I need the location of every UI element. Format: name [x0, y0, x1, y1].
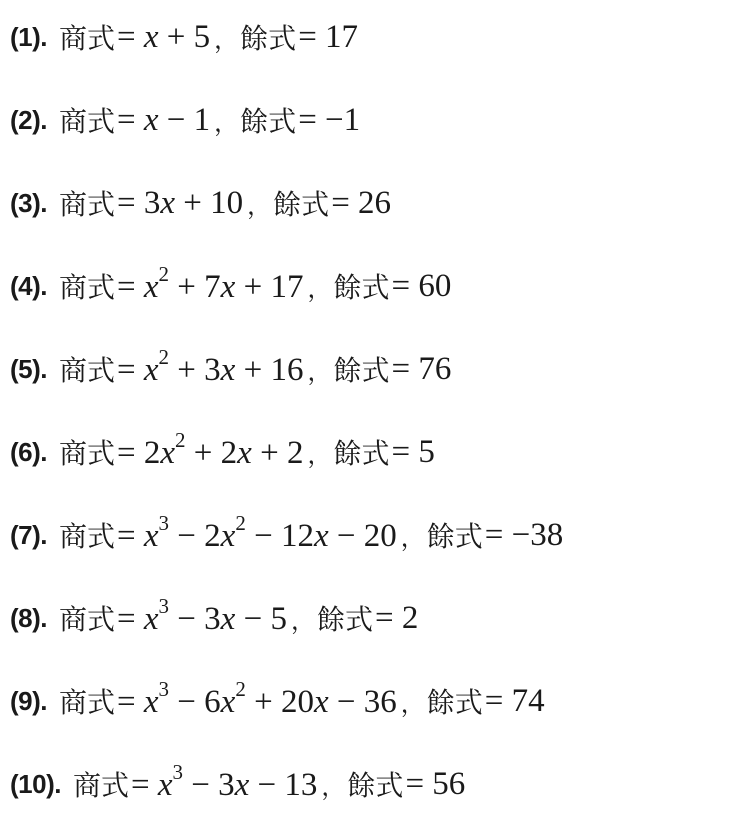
quotient-label: 商式 — [59, 354, 116, 387]
quotient-label: 商式 — [59, 437, 116, 470]
remainder-label: 餘式 — [347, 769, 404, 802]
variable-x: x — [313, 518, 329, 554]
variable-x: x — [160, 184, 176, 221]
variable-x: x — [143, 601, 159, 637]
separator: ， — [290, 606, 315, 635]
remainder-value: = 60 — [391, 267, 452, 304]
remainder-label: 餘式 — [426, 686, 483, 719]
answer-row — [10, 173, 393, 233]
variable-x: x — [313, 684, 329, 720]
variable-x: x — [220, 601, 236, 637]
answer-row — [10, 256, 453, 316]
problem-label: (5). — [10, 353, 47, 384]
problem-label: (3). — [10, 187, 47, 218]
remainder-label: 餘式 — [333, 354, 390, 387]
separator: ， — [307, 440, 332, 469]
separator: ， — [307, 357, 332, 386]
answer-row — [10, 505, 565, 565]
problem-label: (1). — [10, 21, 47, 52]
problem-label: (2). — [10, 104, 47, 135]
exponent: 3 — [158, 677, 170, 701]
remainder-value: = −1 — [298, 101, 361, 138]
problem-label: (10). — [10, 768, 61, 799]
separator: ， — [247, 191, 272, 220]
quotient-label: 商式 — [59, 188, 116, 221]
remainder-value: = 26 — [331, 184, 392, 221]
variable-x: x — [143, 518, 159, 554]
separator: ， — [214, 108, 239, 137]
exponent: 3 — [172, 760, 184, 784]
exponent: 2 — [158, 262, 170, 286]
separator: ， — [400, 523, 425, 552]
quotient-label: 商式 — [59, 520, 116, 553]
variable-x: x — [143, 269, 159, 305]
variable-x: x — [143, 101, 159, 138]
problem-label: (7). — [10, 519, 47, 550]
quotient-label: 商式 — [59, 105, 116, 138]
problem-label: (9). — [10, 685, 47, 716]
quotient-expression: = x − 1 — [117, 101, 211, 138]
remainder-value: = 74 — [484, 682, 545, 719]
answer-row — [10, 339, 453, 399]
variable-x: x — [143, 352, 159, 388]
answer-row — [10, 754, 467, 814]
answer-row — [10, 671, 547, 731]
problem-label: (4). — [10, 270, 47, 301]
separator: ， — [307, 274, 332, 303]
quotient-expression: = $x^3 - 3x - 5$ — [117, 594, 287, 637]
remainder-value: = 76 — [391, 350, 452, 387]
remainder-label: 餘式 — [333, 437, 390, 470]
variable-x: x — [220, 684, 236, 720]
variable-x: x — [220, 269, 236, 305]
quotient-label: 商式 — [59, 22, 116, 55]
variable-x: x — [237, 435, 252, 471]
remainder-label: 餘式 — [240, 105, 297, 138]
remainder-label: 餘式 — [426, 520, 483, 553]
remainder-label: 餘式 — [273, 188, 330, 221]
exponent: 2 — [175, 428, 186, 452]
remainder-label: 餘式 — [240, 22, 297, 55]
quotient-expression: = $2x^2 + 2x + 2$ — [117, 428, 304, 471]
quotient-expression: = $x^3 - 2x^2 - 12x - 20$ — [117, 511, 397, 554]
quotient-label: 商式 — [59, 686, 116, 719]
quotient-expression: = $x^2 + 7x + 17$ — [117, 262, 304, 305]
remainder-value: = −38 — [484, 516, 564, 553]
answer-row — [10, 90, 362, 150]
quotient-label: 商式 — [59, 271, 116, 304]
quotient-label: 商式 — [59, 603, 116, 636]
quotient-expression: = $x^3 - 6x^2 + 20x - 36$ — [117, 677, 397, 720]
quotient-expression: = 3x + 10 — [117, 184, 244, 221]
quotient-expression: = x + 5 — [117, 18, 211, 55]
problem-label: (6). — [10, 436, 47, 467]
variable-x: x — [220, 352, 236, 388]
answer-row — [10, 422, 437, 482]
separator: ， — [321, 772, 346, 801]
separator: ， — [214, 25, 239, 54]
answer-row — [10, 588, 420, 648]
variable-x: x — [143, 684, 159, 720]
remainder-value: = 5 — [391, 433, 435, 470]
problem-label: (8). — [10, 602, 47, 633]
variable-x: x — [160, 435, 176, 471]
exponent: 3 — [158, 511, 170, 535]
exponent: 2 — [158, 345, 170, 369]
quotient-expression: = $x^2 + 3x + 16$ — [117, 345, 304, 388]
quotient-label: 商式 — [72, 769, 129, 802]
variable-x: x — [157, 767, 173, 803]
remainder-label: 餘式 — [316, 603, 373, 636]
separator: ， — [400, 689, 425, 718]
quotient-expression: = $x^3 - 3x - 13$ — [130, 760, 318, 803]
exponent: 2 — [235, 677, 246, 701]
variable-x: x — [143, 18, 159, 55]
variable-x: x — [220, 518, 236, 554]
answer-row — [10, 7, 360, 67]
remainder-value: = 56 — [405, 765, 466, 802]
exponent: 2 — [235, 511, 246, 535]
variable-x: x — [234, 767, 250, 803]
exponent: 3 — [158, 594, 170, 618]
remainder-label: 餘式 — [333, 271, 390, 304]
remainder-value: = 2 — [374, 599, 419, 636]
remainder-value: = 17 — [298, 18, 359, 55]
